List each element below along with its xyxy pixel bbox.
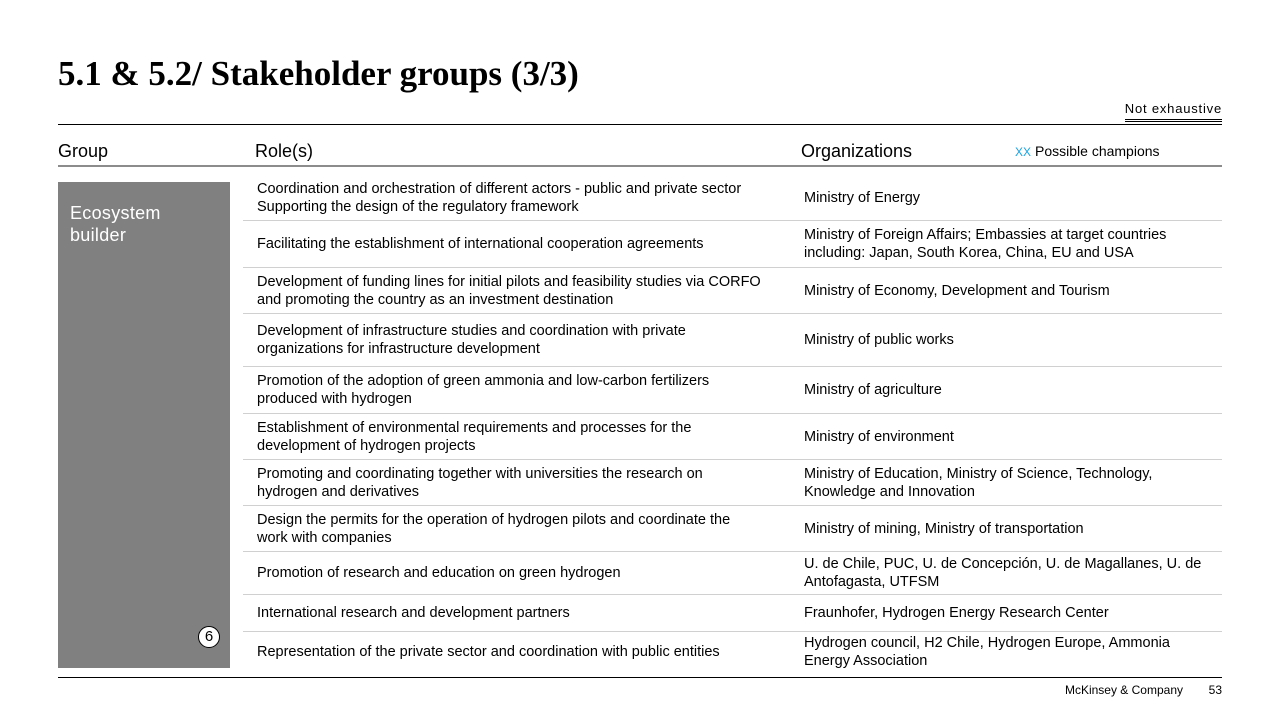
table-row bbox=[243, 552, 1222, 595]
top-divider bbox=[58, 124, 1222, 125]
header-divider bbox=[58, 165, 1222, 167]
organization-cell: Ministry of Education, Ministry of Science, Technology, Knowledge and Innovation bbox=[804, 465, 1153, 500]
role-cell: International research and development partners bbox=[257, 605, 570, 621]
page-title: 5.1 & 5.2/ Stakeholder groups (3/3) bbox=[58, 54, 579, 93]
role-cell: Development of funding lines for initial pilots and feasibility studies via CORFO and promoting the country as an investment destination bbox=[257, 273, 761, 308]
role-cell: Establishment of environmental requirements and processes for the development of hydrogen projects bbox=[257, 419, 692, 454]
header-group: Group bbox=[58, 141, 109, 161]
legend-label: Possible champions bbox=[1035, 143, 1160, 159]
group-box-ecosystem-builder bbox=[58, 182, 230, 668]
organization-cell: Ministry of Foreign Affairs; Embassies at target countries including: Japan, South Korea, China, EU and USA bbox=[804, 227, 1167, 261]
organization-cell: U. de Chile, PUC, U. de Concepción, U. de Magallanes, U. de Antofagasta, UTFSM bbox=[804, 556, 1202, 590]
group-label: Ecosystem builder bbox=[70, 203, 161, 245]
header-organizations: Organizations bbox=[801, 141, 913, 161]
organization-cell: Ministry of mining, Ministry of transportation bbox=[804, 520, 1084, 537]
table-row bbox=[243, 221, 1222, 268]
role-cell: Design the permits for the operation of hydrogen pilots and coordinate the work with companies bbox=[257, 511, 731, 546]
legend bbox=[1015, 143, 1160, 161]
role-cell: Development of infrastructure studies and coordination with private organizations for infrastructure development bbox=[257, 323, 686, 357]
footer-brand: McKinsey & Company bbox=[1064, 683, 1183, 697]
role-cell: Representation of the private sector and coordination with public entities bbox=[257, 644, 720, 660]
role-cell: Coordination and orchestration of different actors - public and private sector Supporting the design of the regulatory framework bbox=[257, 181, 742, 215]
table-row bbox=[243, 414, 1222, 460]
role-cell: Facilitating the establishment of international cooperation agreements bbox=[257, 236, 704, 252]
legend-marker: XX bbox=[1015, 145, 1032, 159]
table-row bbox=[243, 595, 1222, 632]
organization-cell: Ministry of environment bbox=[804, 428, 954, 445]
group-number-badge: 6 bbox=[198, 626, 220, 648]
bottom-divider bbox=[58, 677, 1222, 678]
role-cell: Promotion of research and education on green hydrogen bbox=[257, 565, 621, 581]
role-cell: Promotion of the adoption of green ammonia and low-carbon fertilizers produced with hydrogen bbox=[257, 373, 710, 407]
table-row bbox=[243, 176, 1222, 221]
organization-cell: Fraunhofer, Hydrogen Energy Research Center bbox=[804, 605, 1109, 621]
not-exhaustive-badge: Not exhaustive bbox=[1125, 101, 1222, 122]
table-row bbox=[243, 632, 1222, 672]
table-row bbox=[243, 268, 1222, 314]
role-cell: Promoting and coordinating together with universities the research on hydrogen and derivatives bbox=[257, 465, 703, 500]
table-row bbox=[243, 506, 1222, 552]
table-row bbox=[243, 460, 1222, 506]
header-roles: Role(s) bbox=[255, 141, 314, 161]
organization-cell: Ministry of Economy, Development and Tourism bbox=[804, 282, 1110, 299]
table-row bbox=[243, 314, 1222, 367]
organization-cell: Ministry of public works bbox=[804, 332, 954, 348]
page-number: 53 bbox=[1208, 683, 1222, 697]
organization-cell: Ministry of Energy bbox=[804, 190, 921, 206]
organization-cell: Ministry of agriculture bbox=[804, 382, 942, 398]
organization-cell: Hydrogen council, H2 Chile, Hydrogen Europe, Ammonia Energy Association bbox=[804, 635, 1170, 669]
table-row bbox=[243, 367, 1222, 414]
